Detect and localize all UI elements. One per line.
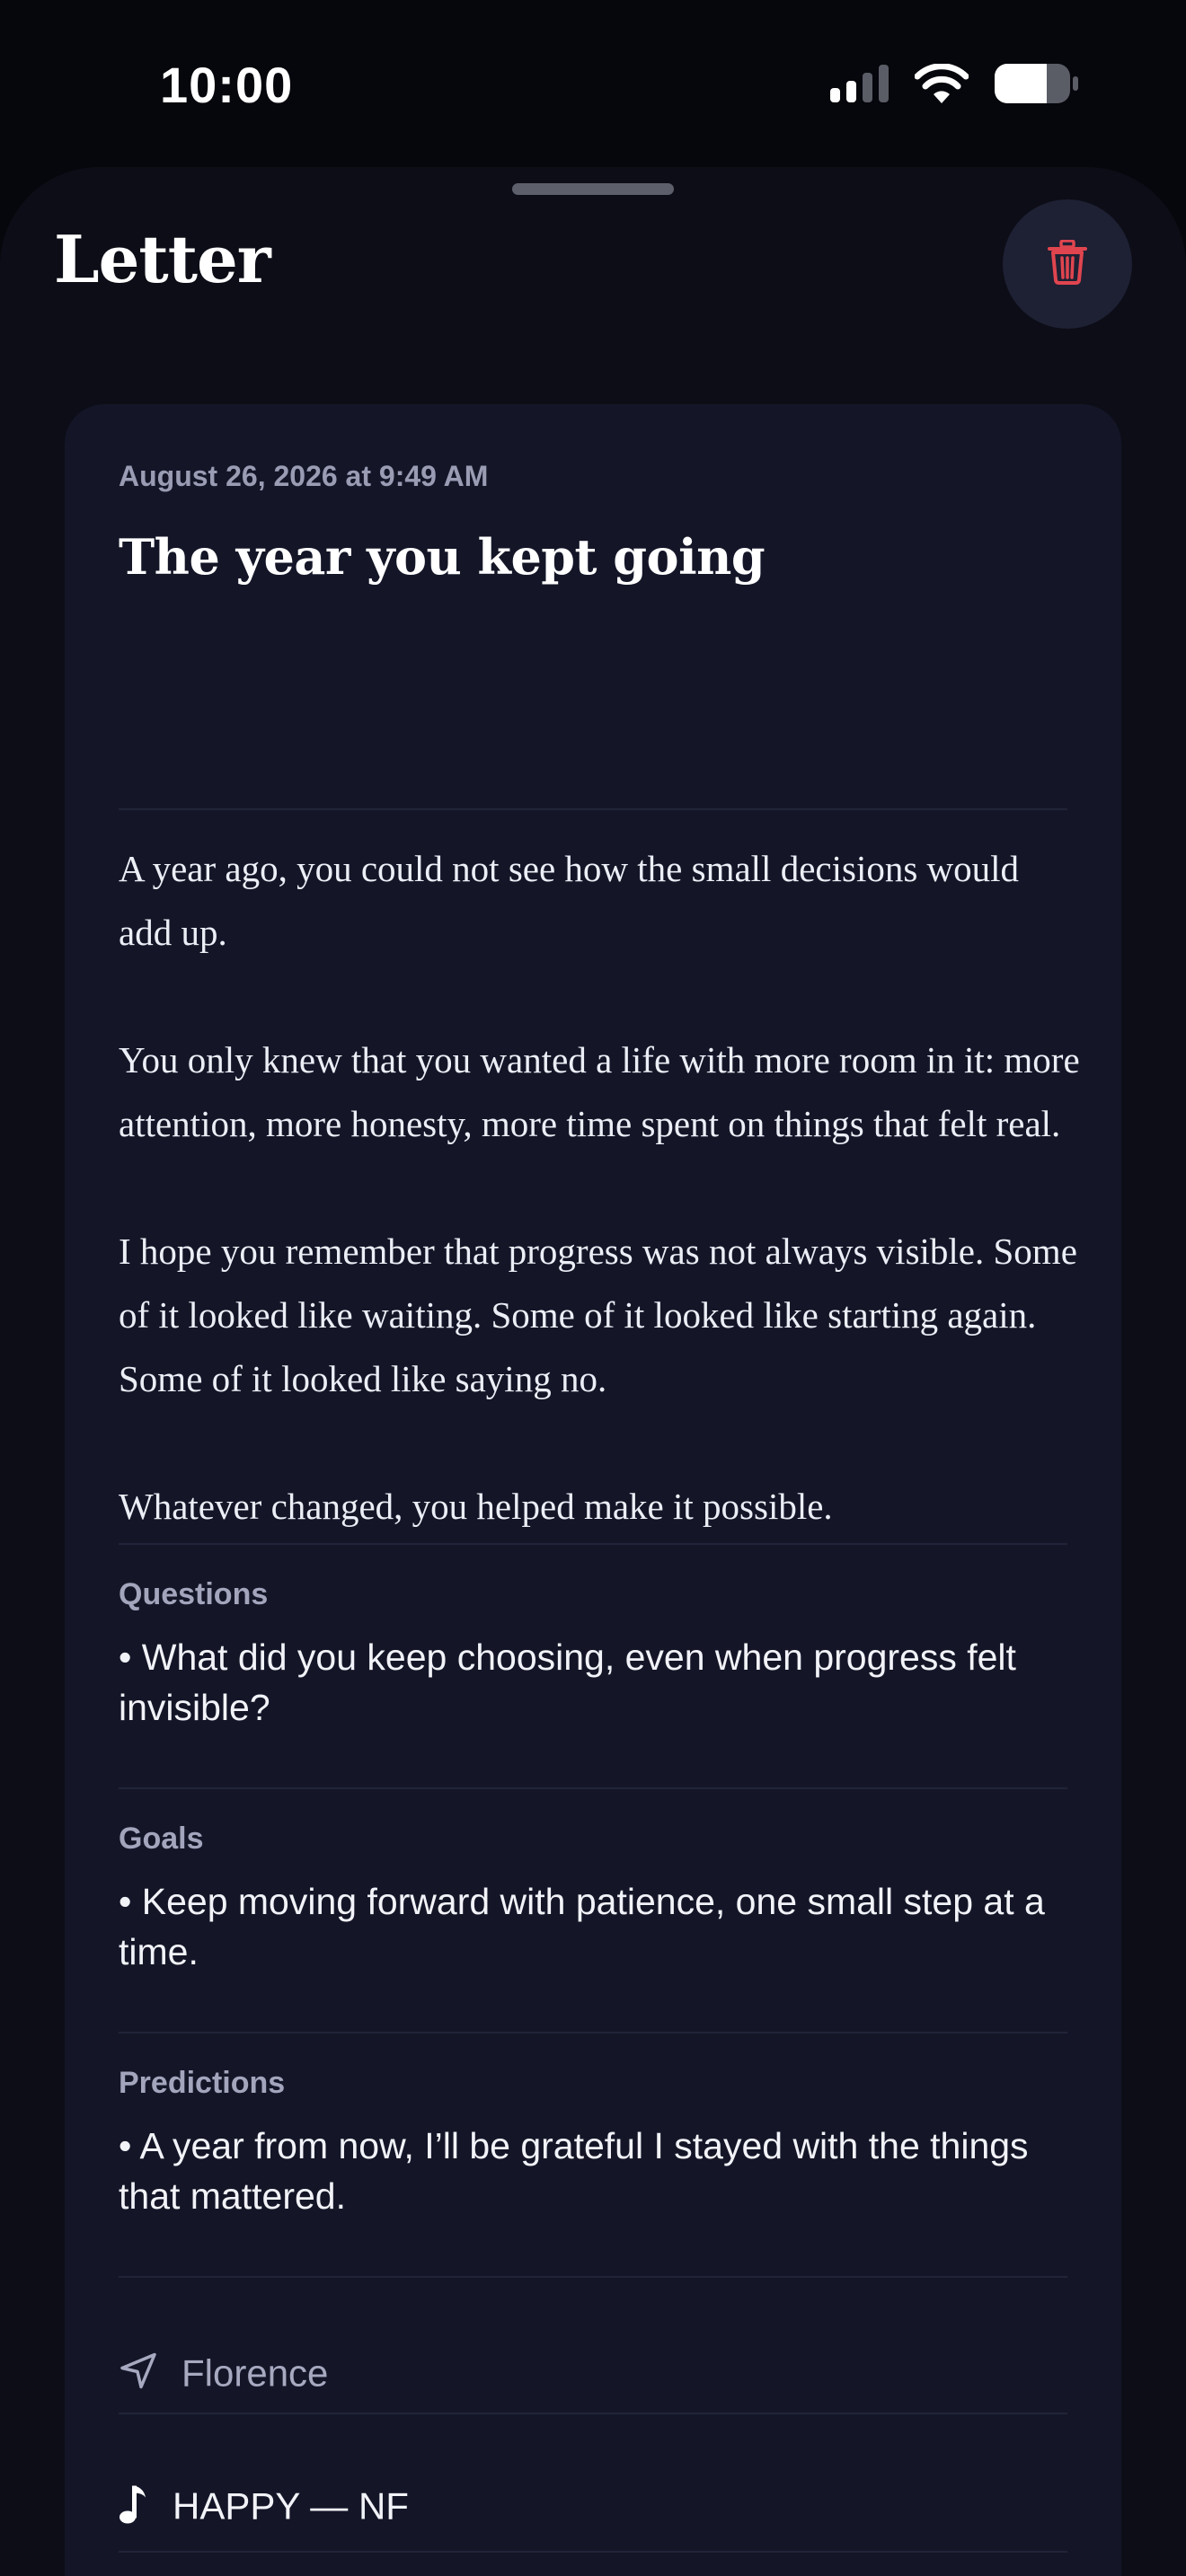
goals-section (119, 1822, 1067, 1977)
predictions-label: Predictions (119, 2066, 286, 2100)
divider (119, 1543, 1067, 1545)
predictions-section (119, 2066, 1067, 2221)
divider (119, 1787, 1067, 1789)
wifi-icon (915, 64, 969, 108)
letter-paragraph: A year ago, you could not see how the small decisions would add up. (119, 848, 1020, 953)
status-bar (0, 0, 1186, 171)
location-text: Florence (181, 2351, 329, 2394)
divider (119, 2032, 1067, 2033)
questions-section (119, 1577, 1067, 1733)
divider (119, 808, 1067, 810)
letter-date: August 26, 2026 at 9:49 AM (119, 460, 489, 492)
status-icons (830, 63, 1078, 109)
music-note-icon (119, 2483, 149, 2529)
prediction-item: • A year from now, I’ll be grateful I stayed with the things that mattered. (119, 2125, 1029, 2217)
letter-title: The year you kept going (119, 528, 766, 586)
location-row[interactable] (119, 2351, 1067, 2395)
divider (119, 2551, 1067, 2553)
letter-paragraph: You only knew that you wanted a life with more room in it: more attention, more honesty, more time spent on things that felt real. (119, 1039, 1080, 1144)
status-time: 10:00 (160, 57, 294, 113)
cellular-signal-icon (830, 65, 890, 107)
divider (119, 2413, 1067, 2414)
goals-label: Goals (119, 1822, 204, 1856)
song-row[interactable] (119, 2483, 1067, 2529)
divider (119, 2276, 1067, 2278)
location-arrow-icon (119, 2351, 158, 2395)
goal-item: • Keep moving forward with patience, one small step at a time. (119, 1881, 1045, 1972)
song-text: HAPPY — NF (173, 2484, 409, 2527)
delete-button[interactable] (1003, 199, 1132, 329)
sheet-grabber[interactable] (512, 183, 674, 195)
letter-paragraph: I hope you remember that progress was not always visible. Some of it looked like waiting. Some of it looked like starting again. Some of it looked like saying no. (119, 1231, 1077, 1399)
letter-body (119, 837, 1080, 1539)
letter-sheet (0, 167, 1186, 2576)
battery-icon (994, 63, 1078, 109)
letter-paragraph: Whatever changed, you helped make it possible. (119, 1486, 833, 1527)
questions-label: Questions (119, 1577, 269, 1611)
question-item: • What did you keep choosing, even when progress felt invisible? (119, 1636, 1016, 1728)
letter-card (65, 404, 1121, 2576)
page-title: Letter (54, 221, 270, 297)
trash-icon (1048, 240, 1087, 289)
